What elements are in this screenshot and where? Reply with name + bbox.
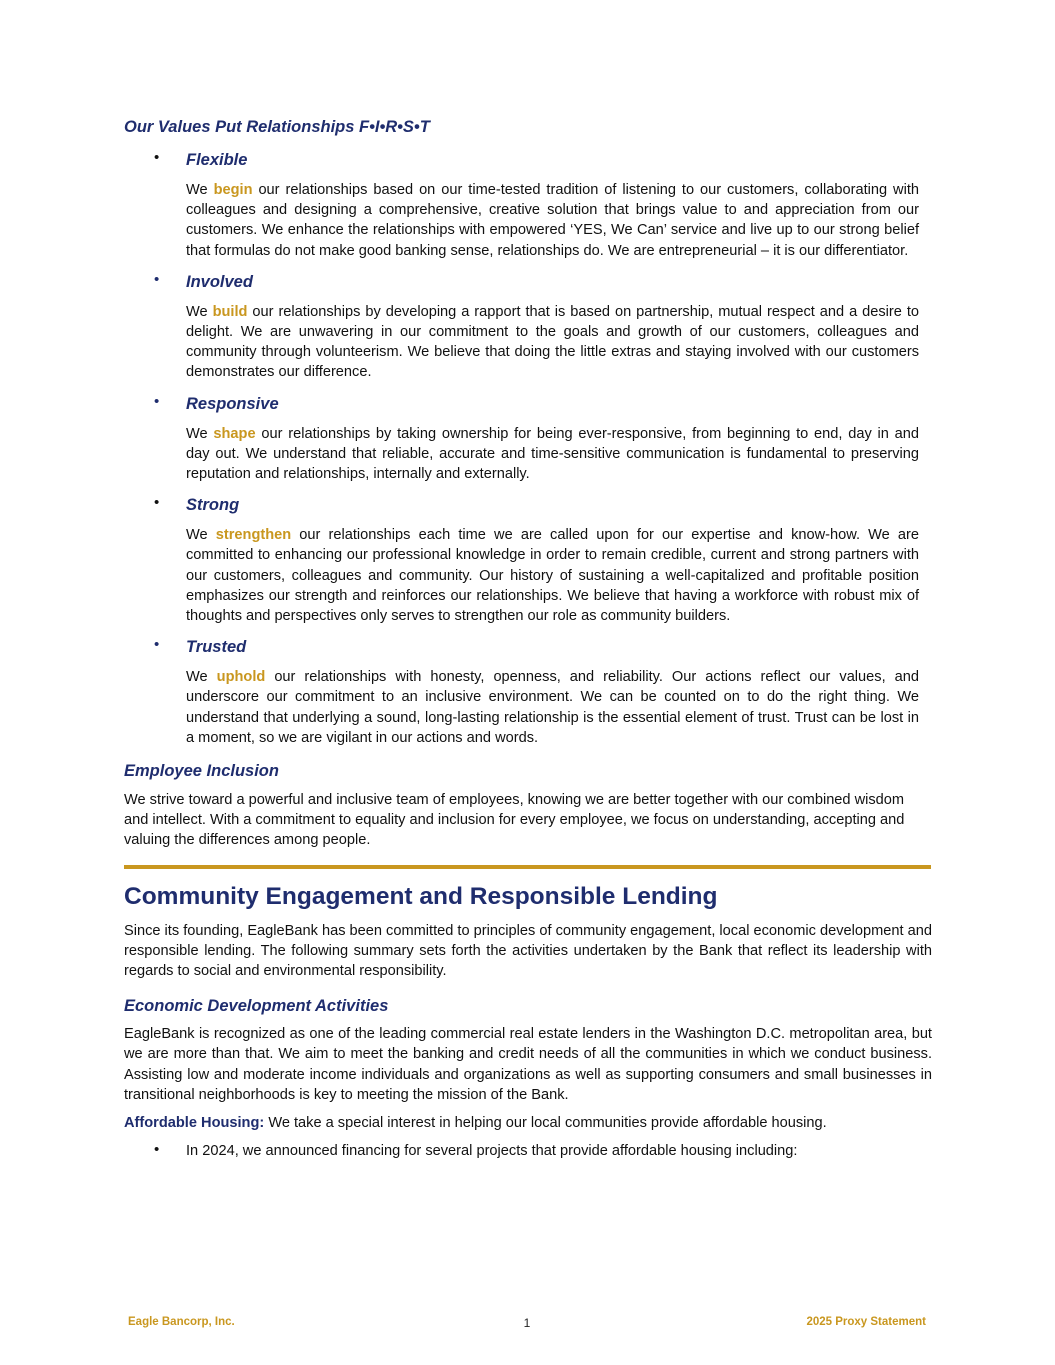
- value-description: We uphold our relationships with honesty, openness, and reliability. Our actions reflect our values, and underscore our commitment to an inclusive environment. We can be counted on to do the right thing. We understand that underlying a sound, long-lasting relationship is the essential element of trust. Trust can be lost in a moment, so we are vigilant in our actions and words.: [186, 669, 920, 746]
- affordable-housing-label: Affordable Housing:: [124, 1115, 265, 1132]
- bullet: •: [154, 494, 160, 512]
- value-keyword: build: [212, 303, 248, 320]
- values-heading: Our Values Put Relationships F•I•R•S•T: [124, 118, 430, 136]
- value-item-involved: [124, 271, 932, 383]
- document-page: [124, 118, 932, 1162]
- value-name: Trusted: [186, 638, 247, 657]
- value-name: Involved: [186, 272, 253, 291]
- value-item-responsive: [124, 393, 932, 485]
- bullet: •: [154, 270, 160, 288]
- footer-company: Eagle Bancorp, Inc.: [128, 1316, 235, 1328]
- value-name: Responsive: [186, 394, 279, 413]
- inclusion-heading: Employee Inclusion: [124, 762, 279, 781]
- value-item-flexible: [124, 149, 932, 261]
- bullet: •: [154, 1141, 160, 1159]
- value-item-trusted: [124, 636, 932, 748]
- inclusion-text: We strive toward a powerful and inclusive team of employees, knowing we are better together with our combined wisdom and intellect. With a commitment to equality and inclusion for every employee, we focus on understanding, accepting and valuing the differences among people.: [124, 792, 905, 849]
- footer-document-title: 2025 Proxy Statement: [806, 1316, 926, 1328]
- value-description: We strengthen our relationships each time we are called upon for our expertise and know-how. We are committed to enhancing our professional knowledge in order to remain credible, current and strong partners with our customers, colleagues and community. Our history of sustaining a well-capitalized and profitable position emphasizes our strength and reinforces our relationships. We believe that having a workforce with robust mix of thoughts and perspectives only serves to strengthen our role as community builders.: [186, 527, 920, 625]
- affordable-housing-paragraph: [124, 1113, 932, 1133]
- value-keyword: begin: [213, 182, 253, 198]
- value-keyword: uphold: [216, 669, 266, 686]
- bullet: •: [154, 636, 160, 654]
- page-footer: [128, 1316, 926, 1332]
- econ-heading: Economic Development Activities: [124, 997, 389, 1016]
- econ-text: EagleBank is recognized as one of the leading commercial real estate lenders in the Washington D.C. metropolitan area, but we are more than that. We aim to meet the banking and credit needs of all the communities in which we conduct business. Assisting low and moderate income individuals and organizations as well as supporting consumers and small businesses in transitional neighborhoods is key to meeting the mission of the Bank.: [124, 1026, 932, 1103]
- community-intro: Since its founding, EagleBank has been committed to principles of community engagement, local economic development and responsible lending. The following summary sets forth the activities undertaken by the Bank that reflect its leadership with regards to social and environmental responsibility.: [124, 922, 932, 980]
- value-description: We begin our relationships based on our time-tested tradition of listening to our customers, collaborating with colleagues and designing a comprehensive, creative solution that brings value to and appreciation from our customers. We enhance the relationships with empowered ‘YES, We Can’ service and live up to our strong belief that formulas do not make good banking sense, relationships do. We are entrepreneurial – it is our differentiator.: [186, 182, 919, 259]
- value-name: Flexible: [186, 151, 248, 169]
- list-item-text: In 2024, we announced financing for several projects that provide affordable housing including:: [186, 1143, 798, 1160]
- value-keyword: shape: [213, 425, 256, 442]
- list-item: [124, 1141, 932, 1161]
- value-keyword: strengthen: [215, 527, 292, 544]
- bullet: •: [154, 149, 160, 166]
- value-name: Strong: [186, 496, 240, 515]
- section-divider: [124, 865, 931, 869]
- value-description: We build our relationships by developing a rapport that is based on partnership, mutual respect and a desire to delight. We are unwavering in our commitment to the goals and growth of our customers, colleagues and community through volunteerism. We believe that doing the little extras and staying involved with our customers demonstrates our difference.: [186, 303, 920, 381]
- value-description: We shape our relationships by taking ownership for being ever-responsive, from beginning to end, day in and day out. We understand that reliable, accurate and time-sensitive communication is fundamental to preserving reputation and relationships, internally and externally.: [186, 425, 919, 483]
- affordable-housing-text: We take a special interest in helping our local communities provide affordable housing.: [264, 1115, 827, 1132]
- footer-page-number: 1: [523, 1316, 531, 1330]
- value-item-strong: [124, 494, 932, 626]
- community-heading: Community Engagement and Responsible Lending: [124, 882, 718, 910]
- bullet: •: [154, 392, 160, 410]
